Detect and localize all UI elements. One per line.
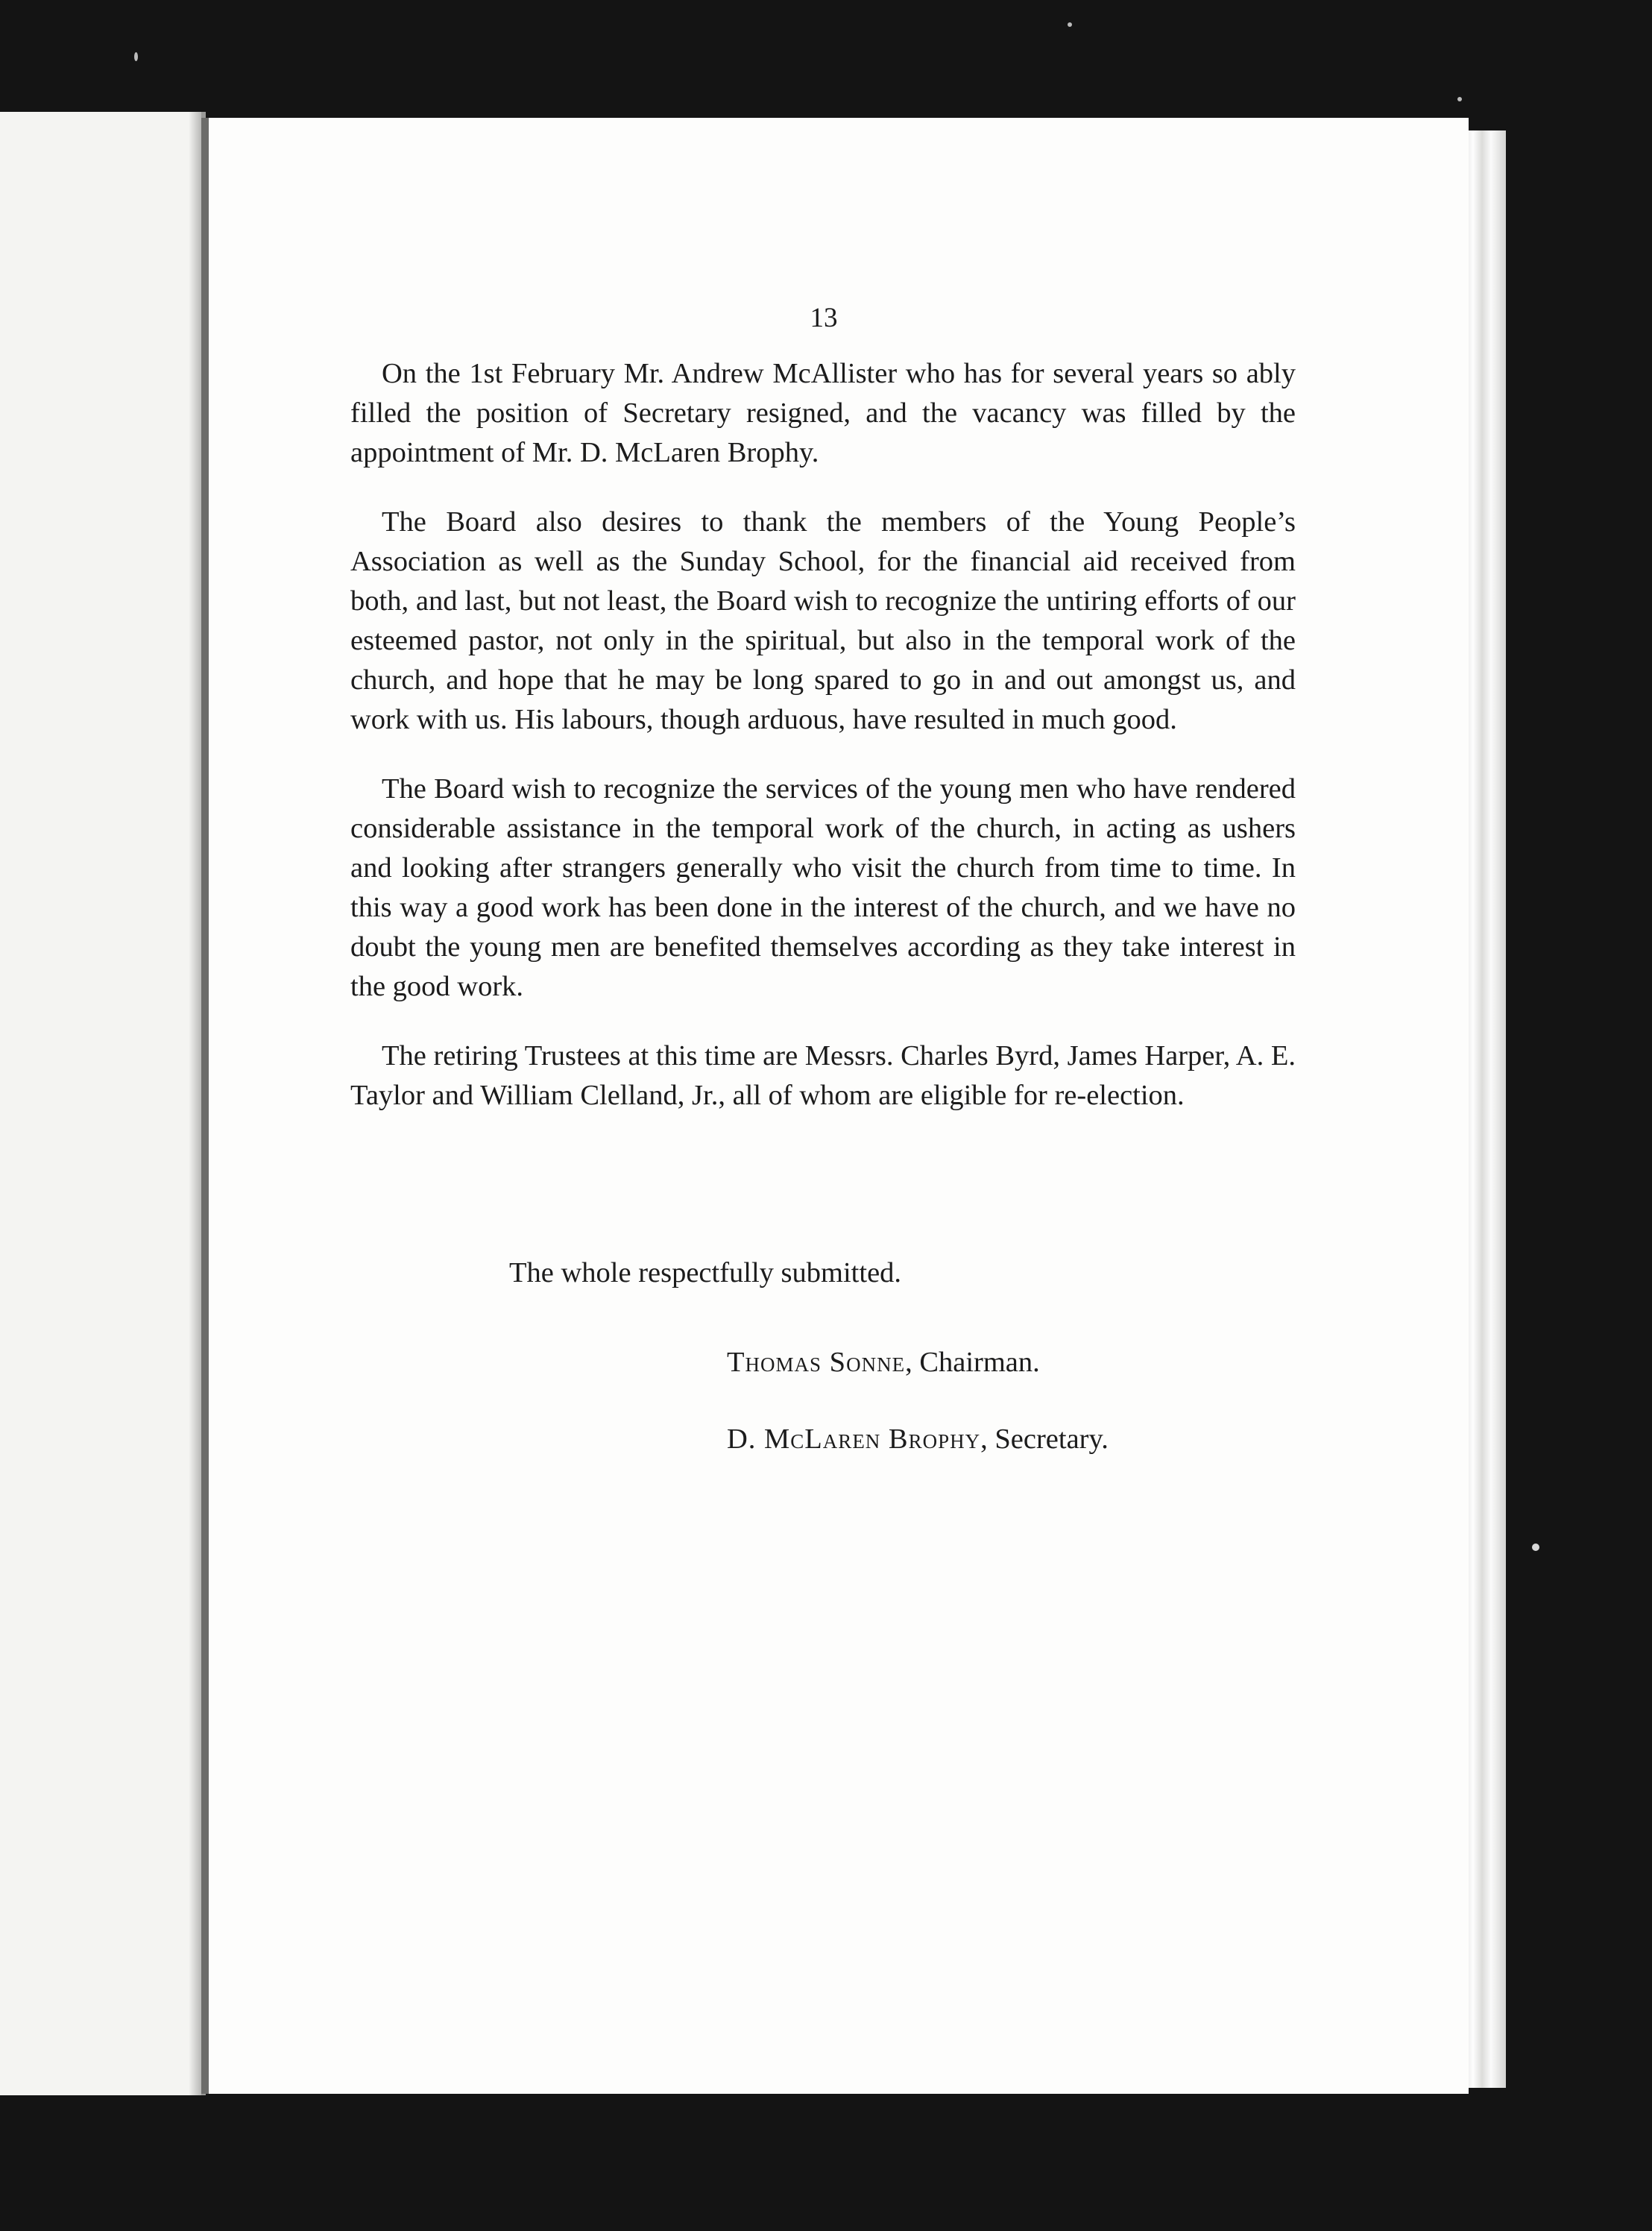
dust-speck [134,52,138,61]
paragraph-retiring-trustees: The retiring Trustees at this time are Messrs. Charles Byrd, James Harper, A. E. Taylor and William Clelland, Jr., all of whom are eligible for re-election. [350,1040,1296,1111]
signature-name: Thomas Sonne [727,1347,906,1378]
paragraph-secretary-resignation: On the 1st February Mr. Andrew McAllister who has for several years so ably filled the position of Secretary resigned, and the vacancy was filled by the appointment of Mr. D. McLaren Brophy. [350,358,1296,468]
signature-secretary [727,1423,1109,1456]
dust-speck [1457,97,1462,101]
gutter-shadow [189,112,201,2095]
dust-speck [1068,22,1072,27]
dust-speck [1532,1544,1539,1551]
signature-name: D. McLaren Brophy [727,1423,981,1455]
signature-title: , Secretary. [980,1423,1109,1455]
closing-line: The whole respectfully submitted. [509,1257,902,1288]
paragraph-young-men: The Board wish to recognize the services of the young men who have rendered considerable assistance in the temporal work of the church, in acting as ushers and looking after strangers generally who visit the church from time to time. In this way a good work has been done in the interest of the church, and we have no doubt the young men are benefited themselves according as they take interest in the good work. [350,773,1296,1002]
left-facing-page [0,112,206,2095]
page-number: 13 [810,303,838,333]
signature-chairman [727,1346,1040,1379]
signature-title: , Chairman. [905,1347,1040,1378]
report-body [350,354,1296,1145]
paragraph-board-thanks: The Board also desires to thank the members of the Young People’s Association as well as the Sunday School, for the financial aid received from both, and last, but not least, the Board wish to recognize the untiring efforts of our esteemed pastor, not only in the spiritual, but also in the temporal work of the church, and hope that he may be long spared to go in and out amongst us, and work with us. His labours, though arduous, have resulted in much good. [350,506,1296,735]
